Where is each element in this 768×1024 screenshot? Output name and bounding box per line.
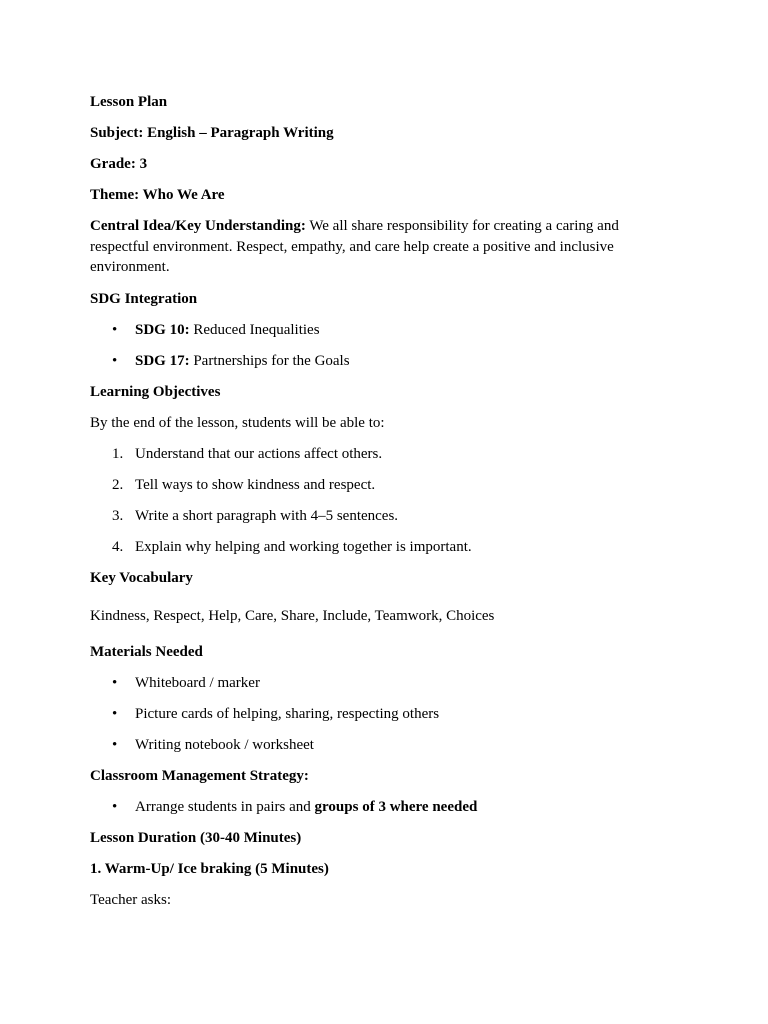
sdg-label: Reduced Inequalities bbox=[189, 321, 320, 338]
bullet-marker: • bbox=[112, 705, 118, 722]
management-heading: Classroom Management Strategy: bbox=[90, 767, 309, 784]
sdg-heading: SDG Integration bbox=[90, 290, 198, 307]
item-number: 1. bbox=[112, 445, 124, 462]
bullet-marker: • bbox=[112, 674, 118, 691]
list-item bbox=[90, 673, 650, 693]
materials-list bbox=[90, 673, 650, 755]
list-item bbox=[90, 475, 650, 495]
vocabulary-text: Kindness, Respect, Help, Care, Share, Include, Teamwork, Choices bbox=[90, 607, 495, 624]
sdg-code: SDG 17: bbox=[135, 352, 190, 369]
objective-text: Understand that our actions affect others. bbox=[135, 445, 383, 462]
sdg-label: Partnerships for the Goals bbox=[189, 352, 350, 369]
grade-line: Grade: 3 bbox=[90, 156, 148, 172]
warmup-heading: 1. Warm-Up/ Ice braking (5 Minutes) bbox=[90, 860, 329, 877]
management-text: Arrange students in pairs and bbox=[135, 798, 315, 815]
vocabulary-heading: Key Vocabulary bbox=[90, 569, 193, 586]
material-text: Picture cards of helping, sharing, respecting others bbox=[135, 705, 440, 722]
central-idea-paragraph bbox=[90, 216, 650, 278]
bullet-marker: • bbox=[112, 321, 118, 338]
document-page bbox=[90, 92, 650, 910]
objectives-intro: By the end of the lesson, students will be able to: bbox=[90, 414, 385, 431]
list-item bbox=[90, 444, 650, 464]
duration-heading: Lesson Duration (30-40 Minutes) bbox=[90, 829, 302, 846]
teacher-asks-text: Teacher asks: bbox=[90, 891, 171, 908]
management-list bbox=[90, 797, 650, 817]
theme-line: Theme: Who We Are bbox=[90, 187, 225, 203]
material-text: Writing notebook / worksheet bbox=[135, 736, 314, 753]
item-number: 3. bbox=[112, 507, 124, 524]
objective-text: Tell ways to show kindness and respect. bbox=[135, 476, 376, 493]
management-bold-text: groups of 3 where needed bbox=[314, 798, 478, 815]
material-text: Whiteboard / marker bbox=[135, 674, 260, 691]
subject-line: Subject: English – Paragraph Writing bbox=[90, 125, 334, 141]
item-number: 4. bbox=[112, 538, 124, 555]
list-item bbox=[90, 797, 650, 817]
list-item bbox=[90, 704, 650, 724]
objective-text: Write a short paragraph with 4–5 sentences. bbox=[135, 507, 399, 524]
central-idea-text: We all share responsibility for creating a caring and respectful environment. Respect, empathy, and care help create a positive and inclusive environment. bbox=[90, 218, 619, 275]
sdg-list bbox=[90, 320, 650, 371]
objectives-list bbox=[90, 444, 650, 557]
objective-text: Explain why helping and working together is important. bbox=[135, 538, 472, 555]
list-item bbox=[90, 320, 650, 340]
list-item bbox=[90, 351, 650, 371]
list-item bbox=[90, 506, 650, 526]
list-item bbox=[90, 735, 650, 755]
bullet-marker: • bbox=[112, 736, 118, 753]
objectives-heading: Learning Objectives bbox=[90, 383, 221, 400]
item-number: 2. bbox=[112, 476, 124, 493]
lesson-title: Lesson Plan bbox=[90, 94, 168, 110]
bullet-marker: • bbox=[112, 352, 118, 369]
sdg-code: SDG 10: bbox=[135, 321, 190, 338]
materials-heading: Materials Needed bbox=[90, 643, 203, 660]
list-item bbox=[90, 537, 650, 557]
central-idea-label: Central Idea/Key Understanding: bbox=[90, 218, 306, 234]
bullet-marker: • bbox=[112, 798, 118, 815]
